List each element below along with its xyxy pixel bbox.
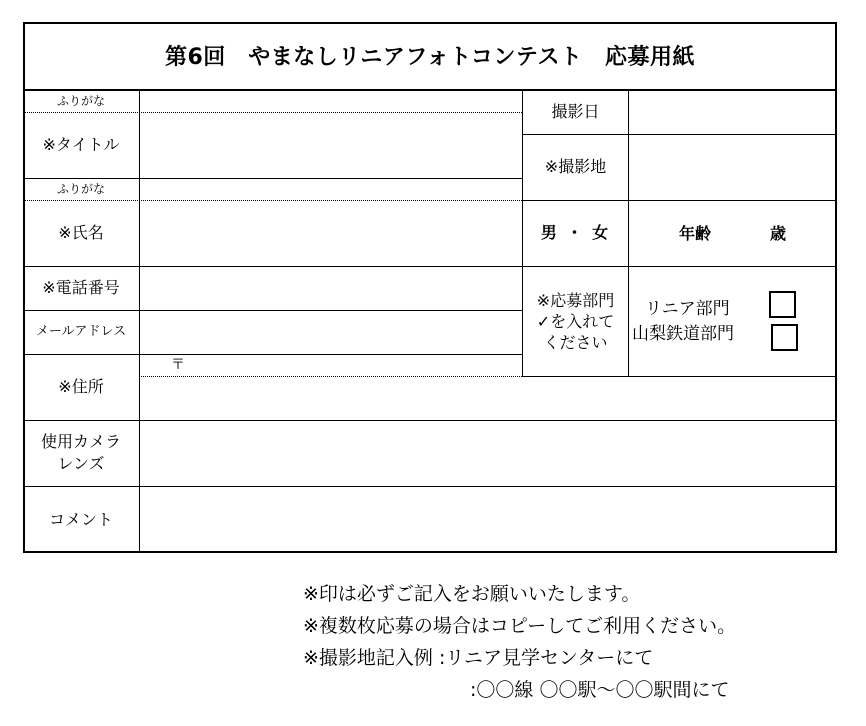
category-label-line3: ください [543,332,608,352]
postal-code-field [140,355,521,376]
address-label: ※住所 [58,377,104,396]
camera-lens-field [140,421,836,486]
age-unit: 歳 [770,224,787,243]
email-field [140,311,521,354]
category-options-cell [629,267,836,376]
age-label: 年齢 [679,224,712,243]
category-label-line1: ※応募部門 [536,290,615,310]
note-multiple-entries: ※複数枚応募の場合はコピーしてご利用ください。 [303,615,737,637]
address-field [140,377,836,420]
phone-label-cell [23,266,139,310]
email-label: メールアドレス [35,324,127,339]
title-field [140,113,521,178]
note-required: ※印は必ずご記入をお願いいたします。 [303,583,641,605]
name-label-cell [23,200,139,266]
note-location-example: ※撮影地記入例 :リニア見学センターにて [303,647,654,669]
shooting-location-label-cell [523,134,628,200]
title-furigana-field [140,91,521,112]
name-furigana-label-cell [23,178,139,200]
category-option-yamanashi-railway-checkbox [771,324,798,351]
shooting-location-field [629,135,836,200]
name-furigana-field [140,179,521,200]
gender-cell [523,200,628,266]
shooting-location-label: ※撮影地 [544,157,607,176]
name-field [140,201,521,266]
comment-field [140,487,836,552]
comment-label: コメント [48,509,113,529]
camera-label-line2: レンズ [57,454,105,473]
camera-label-cell [23,420,139,486]
gender-label: 男 ・ 女 [540,223,611,242]
postal-mark: 〒 [171,357,185,373]
address-label-cell [23,354,139,420]
phone-label: ※電話番号 [42,278,120,297]
form-title: 第6回 やまなしリニアフォトコンテスト 応募用紙 [164,45,695,70]
category-option-linear-label: リニア部門 [645,299,730,319]
title-furigana-label-cell [23,90,139,112]
category-option-linear-checkbox [769,291,796,318]
category-label-cell [523,266,628,376]
category-option-yamanashi-railway-label: 山梨鉄道部門 [632,324,734,344]
title-label-cell [23,112,139,178]
note-location-example-2: :〇〇線 〇〇駅～〇〇駅間にて [470,679,730,701]
name-furigana-label: ふりがな [56,182,105,196]
shooting-date-label-cell [523,90,628,134]
phone-field [140,267,521,310]
camera-label-line1: 使用カメラ [40,432,121,451]
title-furigana-label: ふりがな [56,94,105,108]
comment-label-cell [23,486,139,553]
title-label: ※タイトル [42,135,120,154]
shooting-date-field [629,91,836,134]
shooting-date-label: 撮影日 [551,102,600,121]
category-label-line2: ✓を入れて [536,311,615,331]
name-label: ※氏名 [58,223,104,242]
email-label-cell [23,310,139,354]
age-cell [629,201,836,266]
